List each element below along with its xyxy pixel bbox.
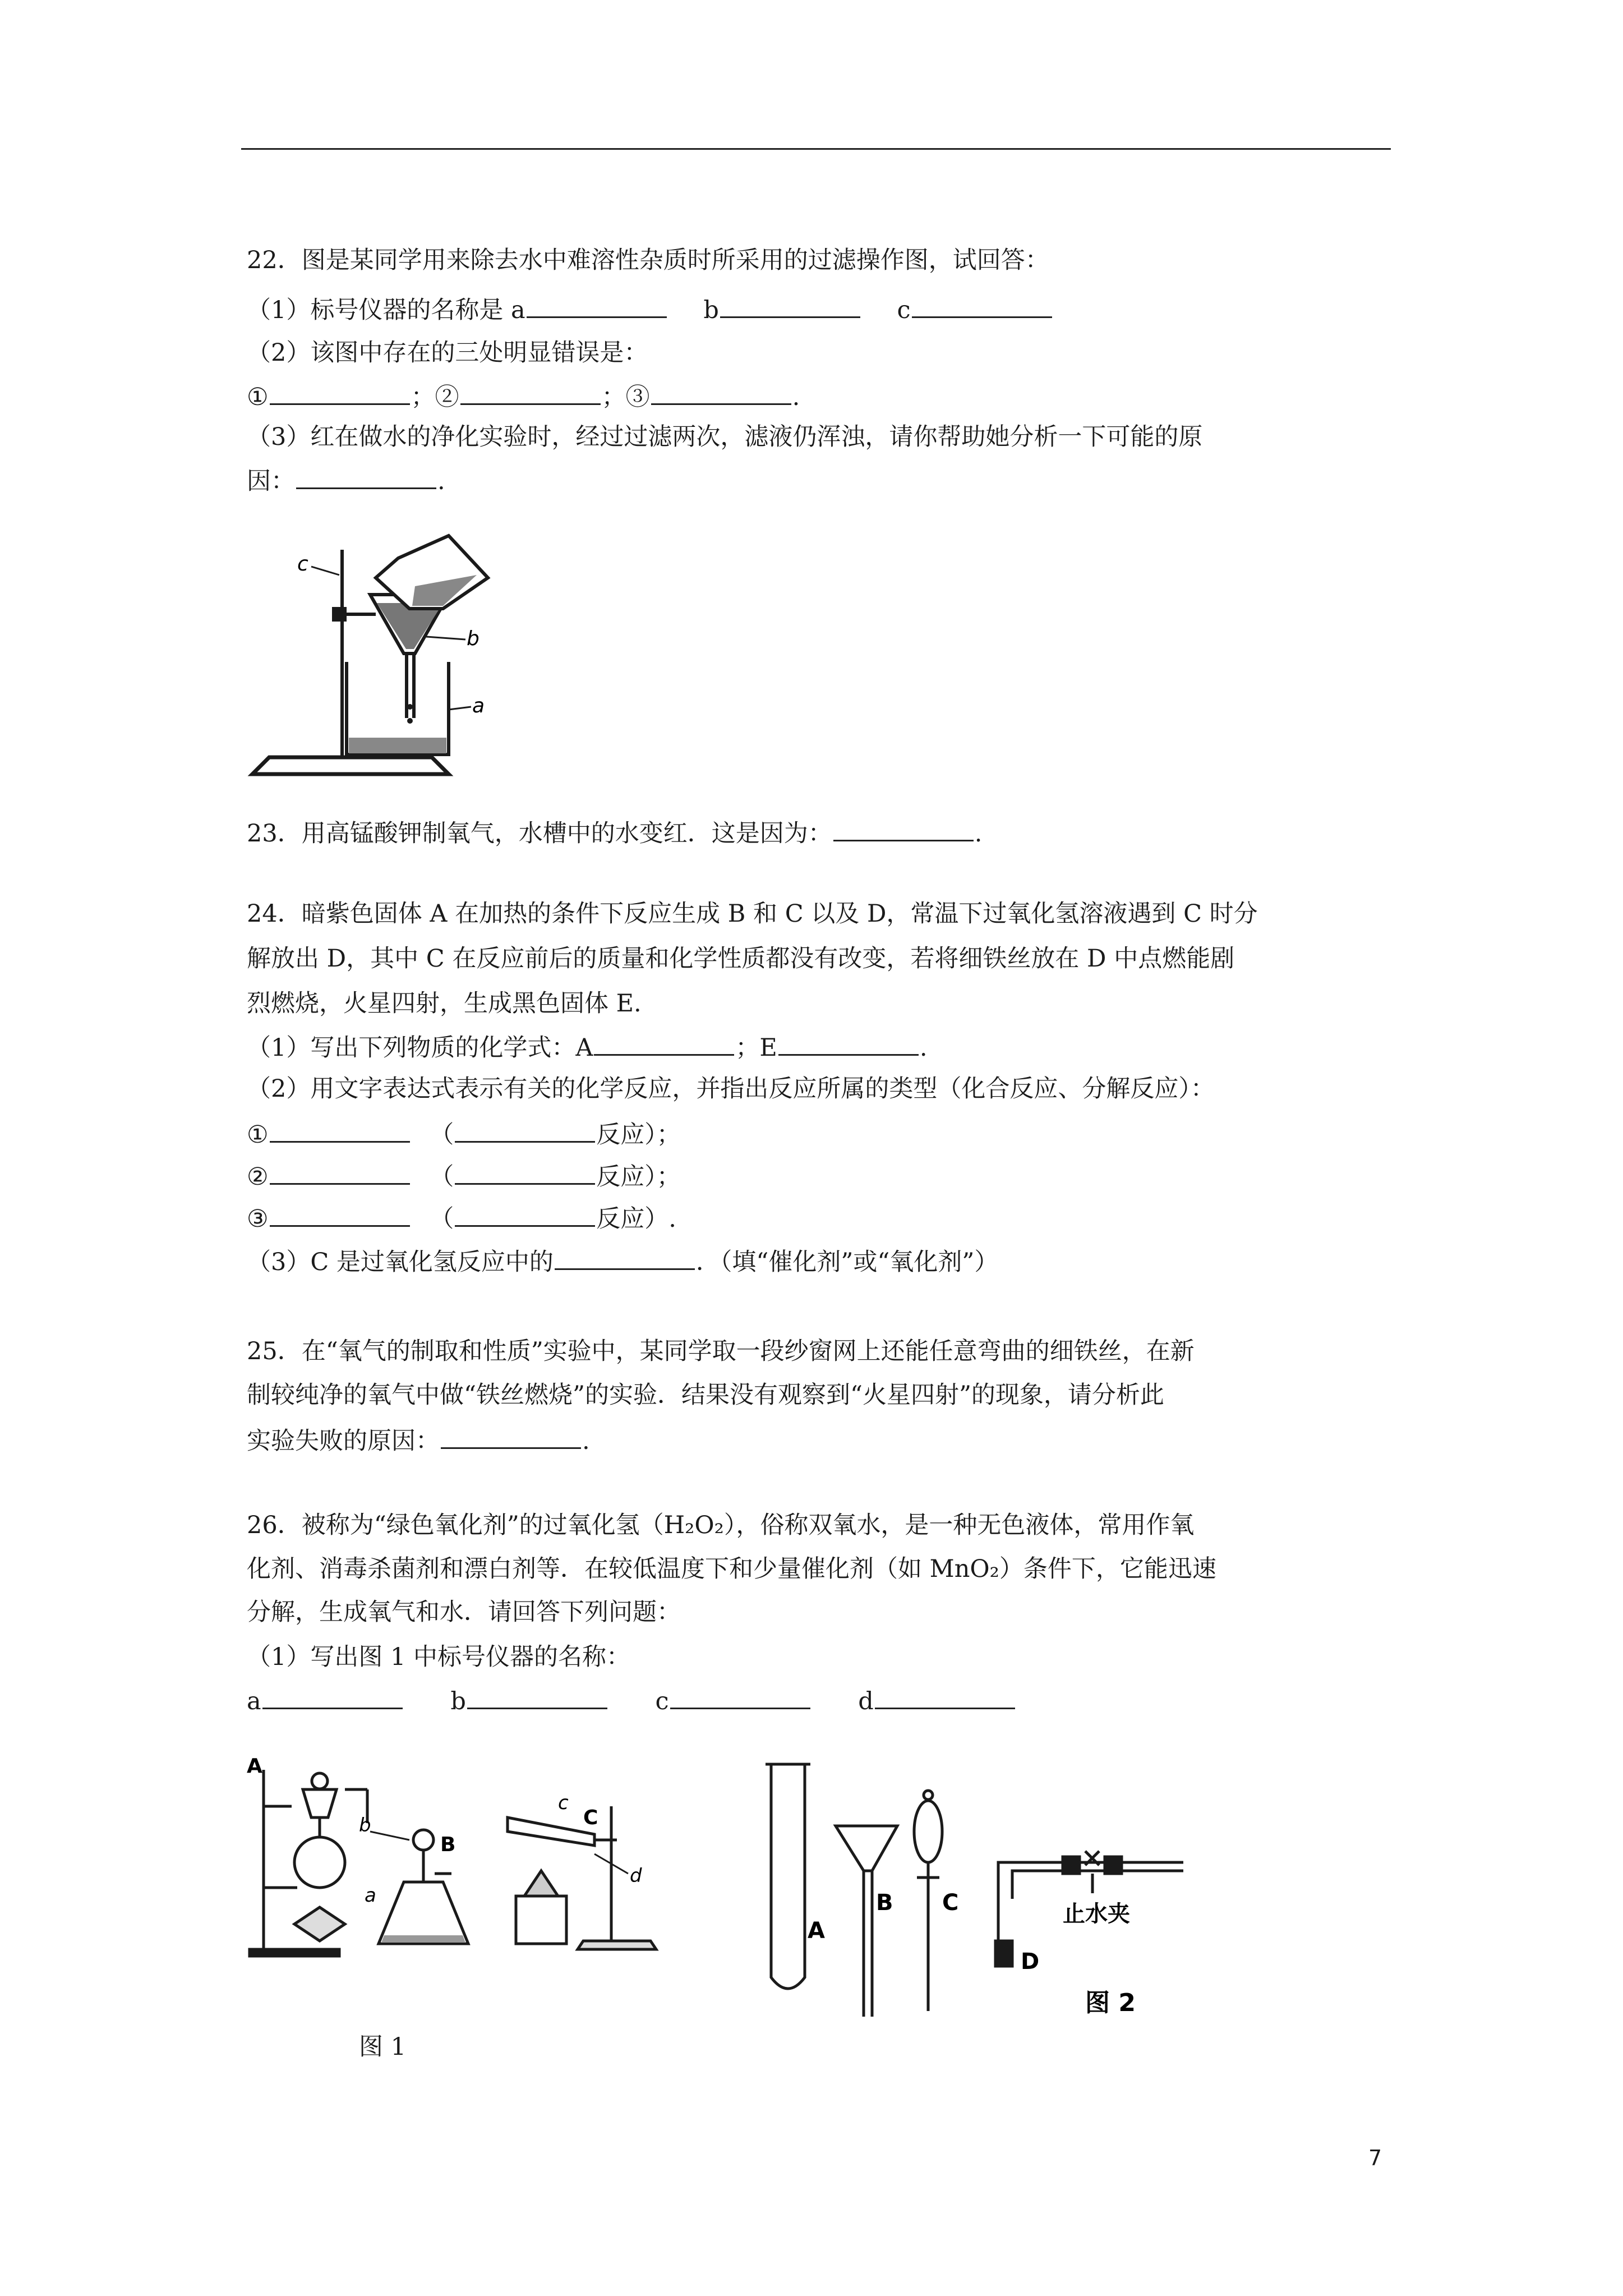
q24-line-3: 烈燃烧，火星四射，生成黑色固体 E. [247,990,642,1018]
q22-end: . [792,383,800,411]
q23-end: . [974,820,983,848]
page-number: 7 [1368,2146,1382,2170]
filtration-label-b: b [467,627,479,650]
fig1-label-c: c [558,1792,569,1814]
q24-part3-prefix: （3）C 是过氧化氢反应中的 [247,1248,554,1276]
q24-part2: （2）用文字表达式表示有关的化学反应，并指出反应所属的类型（化合反应、分解反应）： [247,1075,1215,1103]
q22-blank-b[interactable] [720,292,860,318]
q24-paren-3: （ [430,1205,454,1233]
q24-reaction-1 [247,1116,681,1151]
q24-paren-2: （ [430,1163,454,1191]
q26-part1: （1）写出图 1 中标号仪器的名称： [247,1643,631,1671]
figure-1-caption: 图 1 [359,2033,407,2061]
q24-part1 [247,1029,927,1064]
q24-reaction-blank-3[interactable] [270,1200,410,1227]
q26-blank-d[interactable] [875,1683,1015,1709]
q23-text: 23．用高锰酸钾制氧气，水槽中的水变红．这是因为： [247,820,832,848]
q22-mark-1: ① [247,383,269,411]
q22-sep-2: ；③ [601,383,650,411]
q22-part2: （2）该图中存在的三处明显错误是： [247,339,648,367]
q22-error-blank-2[interactable] [460,379,601,405]
q25-blank[interactable] [441,1423,581,1449]
q24-suffix-1: 反应）； [596,1121,681,1149]
filtration-diagram [247,524,510,777]
q22-sep-1: ；② [411,383,459,411]
q24-paren-1: （ [430,1121,454,1149]
q26-label-c: c [655,1687,669,1715]
q26-line-3: 分解，生成氧气和水．请回答下列问题： [247,1598,681,1626]
q24-suffix-3: 反应）. [596,1205,676,1233]
q24-line-1: 24．暗紫色固体 A 在加热的条件下反应生成 B 和 C 以及 D，常温下过氧化氢溶液遇到 C 时分 [247,900,1258,928]
figure-2-caption: 图 2 [1085,1989,1136,2017]
q22-error-blank-3[interactable] [651,379,791,405]
q24-type-blank-1[interactable] [455,1116,595,1143]
q24-line-2: 解放出 D，其中 C 在反应前后的质量和化学性质都没有改变，若将细铁丝放在 D 中点燃能剧 [247,945,1235,973]
q24-part1-end: . [919,1034,928,1062]
q24-reaction-blank-2[interactable] [270,1158,410,1185]
q24-mark-2: ② [247,1163,269,1191]
figure-1-apparatus [247,1756,723,1963]
q24-part1-prefix: （1）写出下列物质的化学式：A [247,1034,593,1062]
q24-reaction-3 [247,1200,676,1235]
q22-part3-line2 [247,463,445,498]
q24-reaction-blank-1[interactable] [270,1116,410,1143]
q25-line-1: 25．在“氧气的制取和性质”实验中，某同学取一段纱窗网上还能任意弯曲的细铁丝，在新 [247,1337,1195,1365]
q24-part3 [247,1244,998,1278]
q23-blank[interactable] [833,815,974,841]
fig1-label-a: a [365,1884,376,1907]
q22-blank-c[interactable] [912,292,1052,318]
q22-label-c: c [897,296,911,324]
q25-line-2: 制较纯净的氧气中做“铁丝燃烧”的实验．结果没有观察到“火星四射”的现象，请分析此 [247,1381,1164,1409]
q26-blank-a[interactable] [262,1683,403,1709]
q22-part1 [247,292,1053,326]
fig1-label-A: A [247,1756,262,1778]
q25-end: . [582,1427,590,1455]
q26-label-b: b [450,1687,466,1715]
q24-mark-3: ③ [247,1205,269,1233]
q26-blank-c[interactable] [670,1683,810,1709]
q24-reaction-2 [247,1158,681,1193]
q25-prefix: 实验失败的原因： [247,1427,440,1455]
q24-type-blank-3[interactable] [455,1200,595,1227]
q24-part3-blank[interactable] [555,1244,695,1270]
q26-blank-b[interactable] [467,1683,607,1709]
fig1-label-B: B [440,1833,456,1856]
q22-part1-prefix: （1）标号仪器的名称是 a [247,296,525,324]
q22-blank-a[interactable] [527,292,667,318]
q24-blank-E[interactable] [778,1029,919,1056]
fig1-label-C: C [583,1806,598,1829]
header-rule [241,148,1391,150]
q26-blanks [247,1683,1016,1718]
q26-label-d: d [858,1687,874,1715]
q22-reason-blank[interactable] [296,463,436,489]
q24-blank-A[interactable] [594,1029,734,1056]
q24-part1-sep: ；E [735,1034,777,1062]
q26-line-2: 化剂、消毒杀菌剂和漂白剂等．在较低温度下和少量催化剂（如 MnO₂）条件下，它能迅速 [247,1555,1216,1583]
q23-line [247,815,982,850]
q26-label-a: a [247,1687,261,1715]
q22-label-b: b [703,296,719,324]
q24-suffix-2: 反应）； [596,1163,681,1191]
fig1-label-b: b [359,1814,371,1837]
q22-error-blank-1[interactable] [270,379,410,405]
filtration-label-c: c [297,553,308,576]
q22-errors [247,379,800,413]
q22-part3-line1: （3）红在做水的净化实验时，经过过滤两次，滤液仍浑浊，请你帮助她分析一下可能的原 [247,423,1203,451]
q25-line-3 [247,1423,590,1457]
fig2-label-A: A [808,1918,825,1944]
filtration-label-a: a [472,694,485,717]
fig2-label-C: C [942,1890,959,1916]
q22-part3-end: . [437,467,445,495]
q22-stem: 22．图是某同学用来除去水中难溶性杂质时所采用的过滤操作图，试回答： [247,246,1049,274]
figure-2-components [757,1753,1206,2022]
fig2-label-B: B [876,1890,893,1916]
q22-part3-prefix: 因： [247,467,295,495]
q26-line-1: 26．被称为“绿色氧化剂”的过氧化氢（H₂O₂），俗称双氧水，是一种无色液体，常用作氧 [247,1511,1195,1539]
q24-part3-suffix: ．（填“催化剂”或“氧化剂”） [695,1248,999,1276]
q24-mark-1: ① [247,1121,269,1149]
fig1-label-d: d [630,1865,642,1887]
fig2-label-D: D [1021,1949,1040,1975]
q24-type-blank-2[interactable] [455,1158,595,1185]
fig2-label-clamp: 止水夹 [1063,1901,1130,1927]
